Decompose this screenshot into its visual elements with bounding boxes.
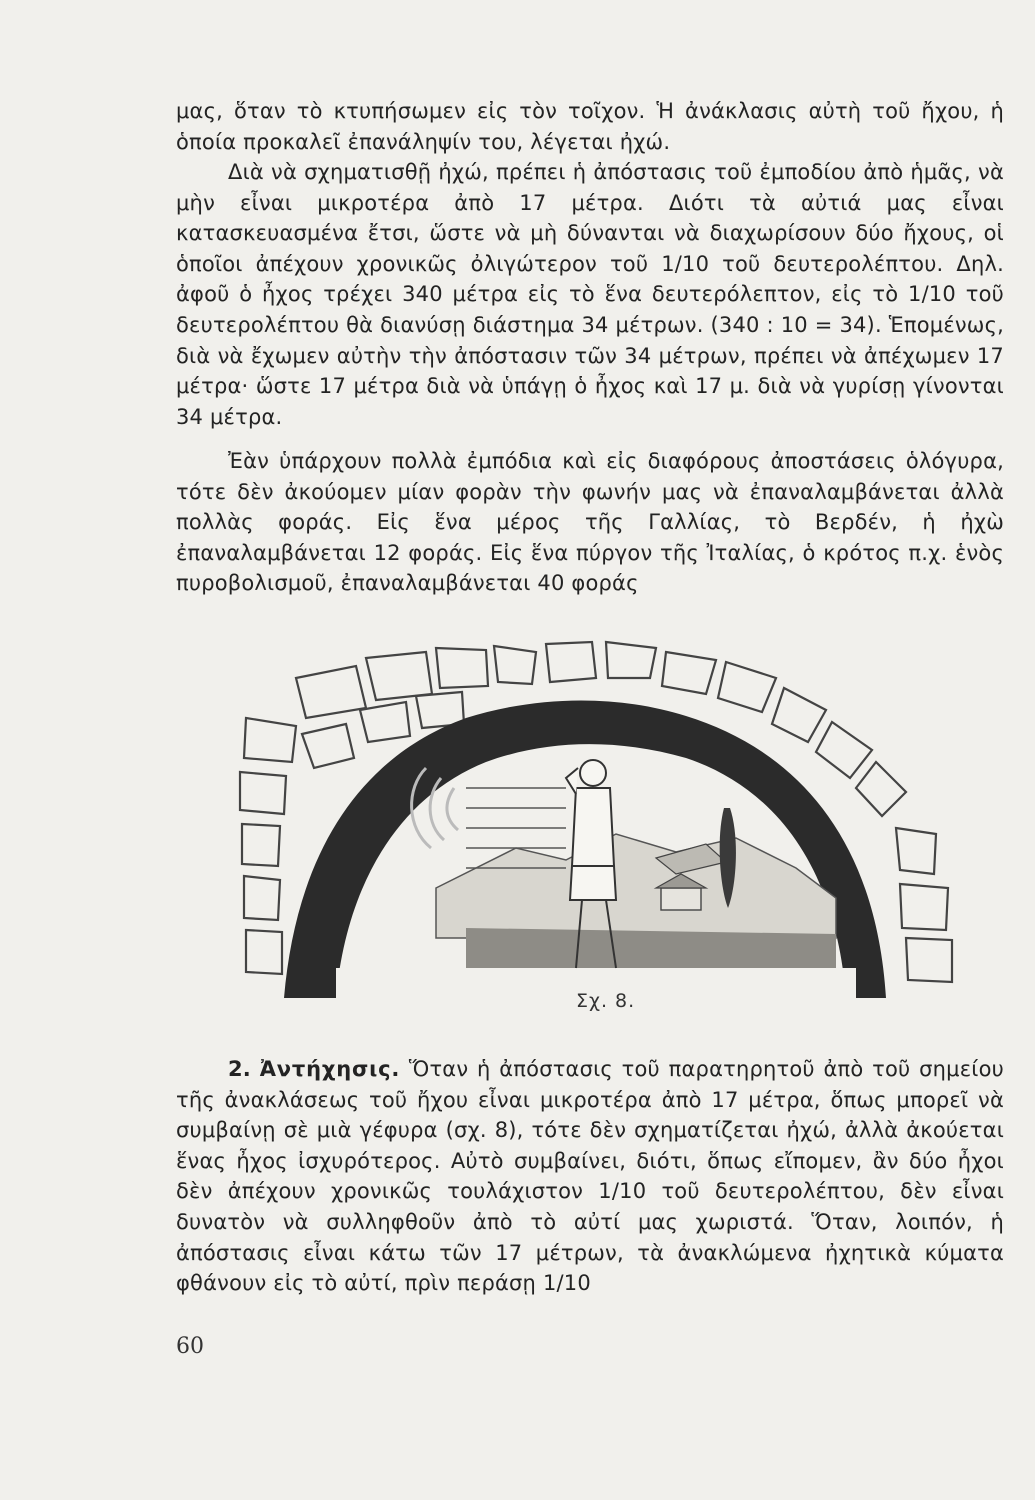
paragraph-echo-definition: μας, ὅταν τὸ κτυπήσωμεν εἰς τὸν τοῖχον. Ἡ ἀνάκλασις αὐτὴ τοῦ ἤχου, ἡ ὁποία προκαλεῖ ἐπανάληψίν του, λέγεται ἠχώ.: [176, 99, 1004, 154]
section-body: Ὅταν ἡ ἀπόστασις τοῦ παρατηρητοῦ ἀπὸ τοῦ σημείου τῆς ἀνακλάσεως τοῦ ἤχου εἶναι μικροτέρα ἀπὸ 17 μέτρα, ὅπως μπορεῖ νὰ συμβαίνῃ σὲ μιὰ γέφυρα (σχ. 8), τότε δὲν σχηματίζεται ἠχώ, ἀλλὰ ἀκούεται ἕνας ἦχος ἰσχυρότερος. Αὐτὸ συμβαίνει, διότι, ὅπως εἴπομεν, ἂν δύο ἦχοι δὲν ἀπέχουν χρονικῶς τουλάχιστον 1/10 τοῦ δευτερολέπτου, δὲν εἶναι δυνατὸν νὰ συλληφθοῦν ἀπὸ τὸ αὐτί μας χωριστά. Ὅταν, λοιπόν, ἡ ἀπόστασις εἶναι κάτω τῶν 17 μέτρων, τὰ ἀνακλώμενα ἠχητικὰ κύματα φθάνουν εἰς τὸ αὐτί, πρὶν περάσῃ 1/10: [176, 1057, 1004, 1296]
paragraph-echo-distance: Διὰ νὰ σχηματισθῇ ἠχώ, πρέπει ἡ ἀπόστασις τοῦ ἐμποδίου ἀπὸ ἡμᾶς, νὰ μὴν εἶναι μικροτέρα ἀπὸ 17 μέτρα. Διότι τὰ αὐτιά μας εἶναι κατασκευασμένα ἔτσι, ὥστε νὰ μὴ δύνανται νὰ διαχωρίσουν δύο ἤχους, οἱ ὁποῖοι ἀπέχουν χρονικῶς ὀλιγώτερον τοῦ 1/10 τοῦ δευτερολέπτου. Δηλ. ἀφοῦ ὁ ἦχος τρέχει 340 μέτρα εἰς τὸ ἕνα δευτερόλεπτον, εἰς τὸ 1/10 τοῦ δευτερολέπτου θὰ διανύσῃ διάστημα 34 μέτρων. (340 : 10 = 34). Ἑπομένως, διὰ νὰ ἔχωμεν αὐτὴν τὴν ἀπόστασιν τῶν 34 μέτρων, πρέπει νὰ ἀπέχωμεν 17 μέτρα· ὥστε 17 μέτρα διὰ νὰ ὑπάγῃ ὁ ἦχος καὶ 17 μ. διὰ νὰ γυρίσῃ γίνονται 34 μέτρα.: [176, 160, 1004, 429]
section-number: 2.: [228, 1057, 251, 1081]
paragraph-multiple-echoes: Ἐὰν ὑπάρχουν πολλὰ ἐμπόδια καὶ εἰς διαφόρους ἀποστάσεις ὁλόγυρα, τότε δὲν ἀκούομεν μίαν φορὰν τὴν φωνήν μας νὰ ἐπαναλαμβάνεται ἀλλὰ πολλὰς φοράς. Εἰς ἕνα μέρος τῆς Γαλλίας, τὸ Βερδέν, ἡ ἠχὼ ἐπαναλαμβάνεται 12 φοράς. Εἰς ἕνα πύργον τῆς Ἰταλίας, ὁ κρότος π.χ. ἑνὸς πυροβολισμοῦ, ἐπαναλαμβάνεται 40 φοράς: [176, 449, 1004, 596]
arch-echo-illustration: [236, 638, 966, 1023]
section-title: Ἀντήχησις.: [259, 1057, 401, 1081]
page-number: 60: [176, 1334, 204, 1359]
figure-caption: Σχ. 8.: [576, 990, 636, 1012]
section-resonance-paragraph: [176, 1054, 1004, 1299]
